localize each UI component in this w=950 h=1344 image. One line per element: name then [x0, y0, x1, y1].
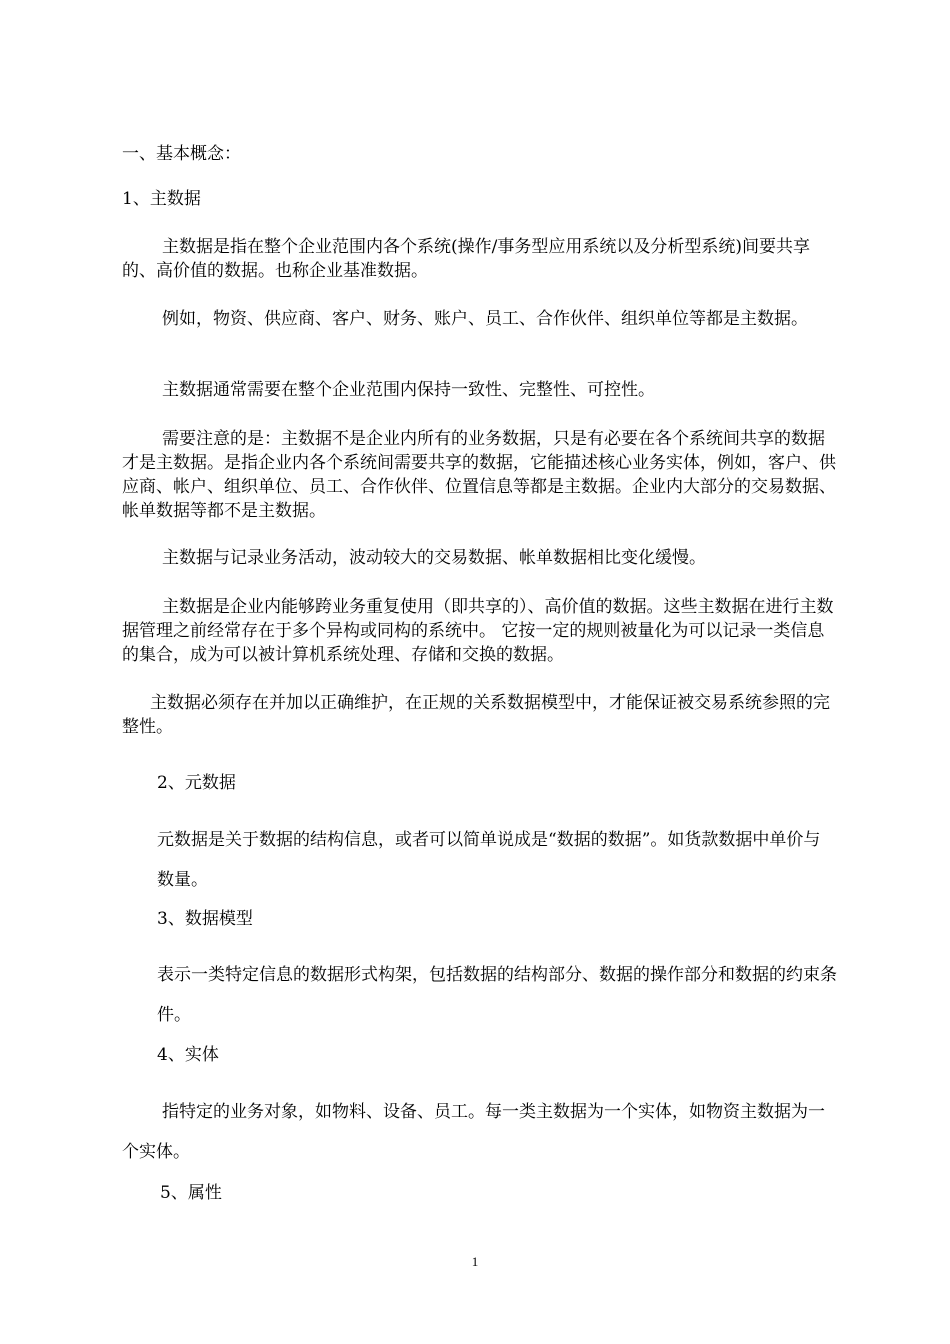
heading-metadata: 2、元数据 — [157, 773, 236, 793]
paragraph: 主数据是指在整个企业范围内各个系统(操作/事务型应用系统以及分析型系统)间要共享的、高价值的数据。也称企业基准数据。 — [122, 237, 810, 281]
heading-data-model: 3、数据模型 — [157, 909, 253, 929]
paragraph: 需要注意的是：主数据不是企业内所有的业务数据，只是有必要在各个系统间共享的数据才是主数据。是指企业内各个系统间需要共享的数据，它能描述核心业务实体，例如，客户、供应商、帐户、组织单位、员工、合作伙伴、位置信息等都是主数据。企业内大部分的交易数据、帐单数据等都不是主数据。 — [122, 429, 836, 521]
heading-entity: 4、实体 — [157, 1045, 219, 1065]
paragraph: 表示一类特定信息的数据形式构架，包括数据的结构部分、数据的操作部分和数据的约束条件。 — [157, 965, 837, 1025]
heading-attribute: 5、属性 — [160, 1183, 222, 1203]
page-number: 1 — [471, 1254, 479, 1269]
paragraph: 主数据是企业内能够跨业务重复使用（即共享的）、高价值的数据。这些主数据在进行主数据管理之前经常存在于多个异构或同构的系统中。 它按一定的规则被量化为可以记录一类信息的集合，成为可以被计算机系统处理、存储和交换的数据。 — [122, 597, 834, 665]
section-title: 一、基本概念： — [122, 144, 241, 164]
paragraph: 指特定的业务对象，如物料、设备、员工。每一类主数据为一个实体，如物资主数据为一个实体。 — [122, 1102, 825, 1162]
paragraph: 主数据与记录业务活动，波动较大的交易数据、帐单数据相比变化缓慢。 — [162, 548, 706, 568]
paragraph: 元数据是关于数据的结构信息，或者可以简单说成是“数据的数据”。如货款数据中单价与数量。 — [157, 830, 821, 890]
paragraph: 主数据必须存在并加以正确维护，在正规的关系数据模型中，才能保证被交易系统参照的完整性。 — [122, 693, 830, 737]
heading-master-data: 1、主数据 — [122, 189, 201, 209]
paragraph: 主数据通常需要在整个企业范围内保持一致性、完整性、可控性。 — [162, 380, 655, 400]
paragraph: 例如，物资、供应商、客户、财务、账户、员工、合作伙伴、组织单位等都是主数据。 — [162, 309, 808, 329]
